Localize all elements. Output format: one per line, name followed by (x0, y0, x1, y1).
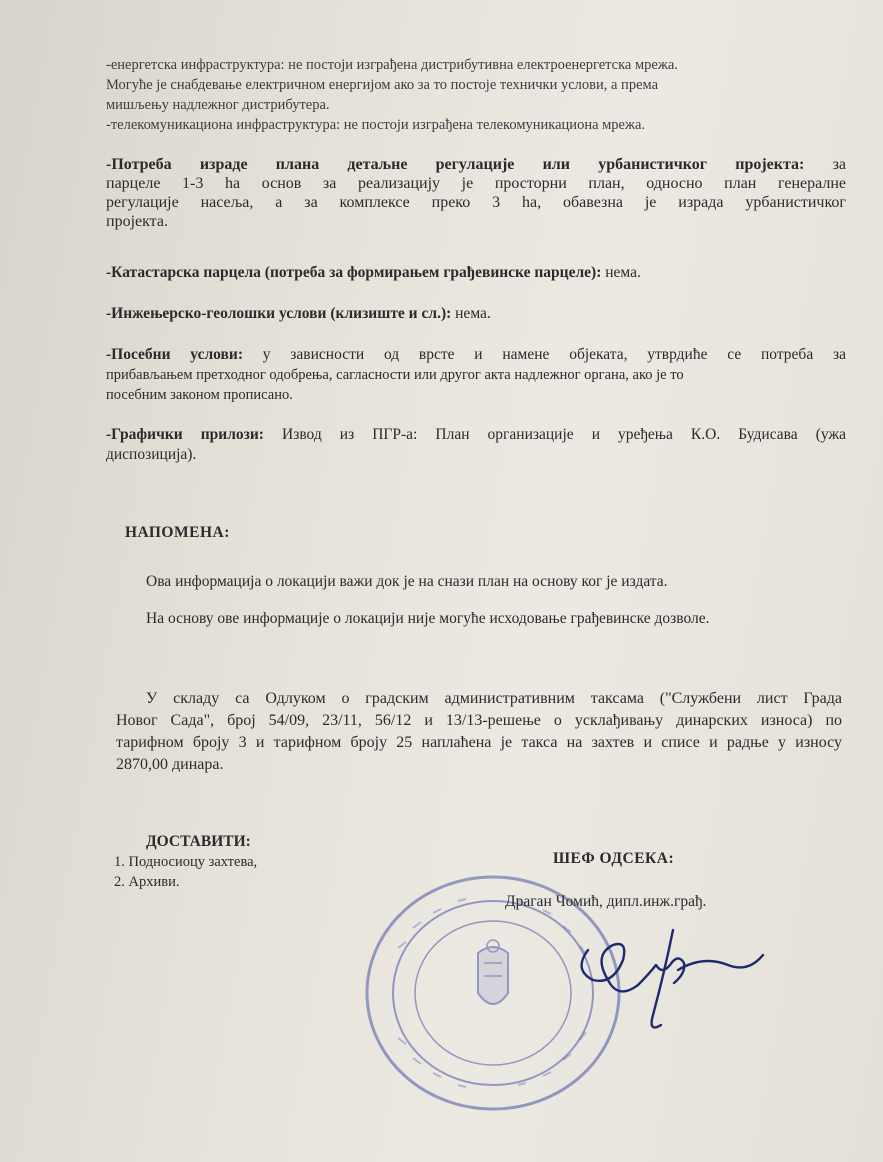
geology-value: нема. (455, 305, 491, 322)
fee-line-1: У складу са Одлуком о градским административним таксама ("Службени лист Града (146, 690, 842, 707)
graphics-line-1-text: Извод из ПГР-а: План организације и уређења К.О. Будисава (ужа (282, 426, 846, 443)
special-line-2: прибављањем претходног одобрења, сагласности или другог акта надлежног органа, ако је то (106, 367, 684, 383)
energy-line-2: Могуће је снабдевање електричном енергијом ако за то постоје технички услови, а према (106, 77, 659, 93)
geology-label: -Инжењерско-геолошки услови (клизиште и сл.): (106, 305, 452, 322)
handwritten-signature-image (568, 910, 768, 1040)
note-title: НАПОМЕНА: (125, 524, 230, 541)
deliver-block (114, 832, 257, 892)
special-label: -Посебни услови: (106, 346, 243, 363)
fee-line-2: Новог Сада", број 54/09, 23/11, 56/12 и 13/13-решење о усклађивању динарских износа) по (116, 712, 842, 729)
cadastre-paragraph (106, 263, 846, 283)
fee-paragraph (116, 688, 842, 776)
note-item-2: На основу ове информације о локацији није могуће исходовање грађевинске дозволе. (146, 610, 710, 627)
infrastructure-paragraph (106, 55, 846, 135)
special-line-1 (106, 345, 846, 365)
deliver-title: ДОСТАВИТИ: (146, 833, 251, 850)
special-line-1-text: у зависности од врсте и намене објеката, утврдиће се потреба за (262, 346, 846, 363)
special-paragraph (106, 345, 846, 405)
plan-need-paragraph (106, 155, 846, 231)
chief-name: Драган Чомић, дипл.инж.грађ. (505, 893, 707, 910)
cadastre-value: нема. (605, 264, 641, 281)
deliver-item-1: 1. Подносиоцу захтева, (114, 854, 258, 870)
plan-need-line-2: парцеле 1-3 ha основ за реализацију је просторни план, односно план генералне (106, 175, 846, 192)
special-line-3: посебним законом прописано. (106, 387, 293, 403)
fee-line-4: 2870,00 динара. (116, 756, 224, 773)
note-item-1: Ова информација о локацији важи док је на снази план на основу ког је издата. (146, 573, 668, 590)
graphics-paragraph (106, 425, 846, 465)
graphics-label: -Графички прилози: (106, 426, 264, 443)
energy-line-1: -енергетска инфраструктура: не постоји изграђена дистрибутивна електроенергетска мрежа. (106, 57, 678, 73)
cadastre-label: -Катастарска парцела (потреба за формирањем грађевинске парцеле): (106, 264, 602, 281)
plan-need-line-1 (106, 155, 846, 174)
plan-need-line-4: пројекта. (106, 213, 168, 230)
graphics-line-2: диспозиција). (106, 446, 197, 463)
energy-line-3: мишљењу надлежног дистрибутера. (106, 97, 330, 113)
fee-line-3: тарифном броју 3 и тарифном броју 25 наплаћена је такса на захтев и списе и радње у износу (116, 734, 842, 751)
geology-paragraph (106, 304, 846, 324)
chief-title: ШЕФ ОДСЕКА: (553, 850, 675, 867)
plan-need-line-1-end: за (832, 156, 847, 173)
graphics-line-1 (106, 425, 846, 445)
deliver-item-2: 2. Архиви. (114, 874, 180, 890)
plan-need-label: -Потреба израде плана детаљне регулације или урбанистичког пројекта: (106, 156, 805, 173)
plan-need-line-3: регулације насеља, а за комплексе преко 3 ha, обавезна је израда урбанистичког (106, 194, 846, 211)
telecom-line: -телекомуникациона инфраструктура: не постоји изграђена телекомуникациона мрежа. (106, 117, 646, 133)
